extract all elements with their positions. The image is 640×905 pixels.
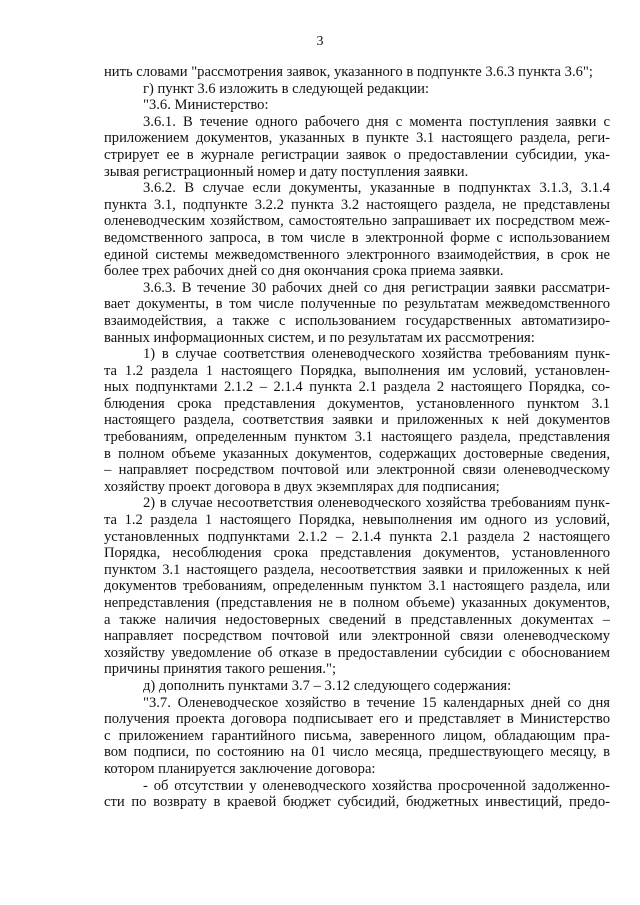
text-line: единой системы межведомственного электронного взаимодействия, в срок не: [104, 246, 610, 263]
text-line: вом подписи, по состоянию на 01 число месяца, предшествующего месяцу, в: [104, 744, 610, 761]
text-line: установленных подпунктами 2.1.2 – 2.1.4 пункта 2.1 раздела 2 настоящего: [104, 528, 610, 545]
text-line: котором планируется заключение договора:: [104, 760, 376, 777]
text-line: в полном объеме указанных документов, содержащих достоверные сведения,: [104, 445, 610, 462]
text-line: документов требованиям, определенным пунктом 3.1 настоящего раздела, или: [104, 578, 610, 595]
text-line: вает документы, в том числе полученные по результатам межведомственного: [104, 296, 610, 313]
text-line: 3.6.2. В случае если документы, указанные в подпунктах 3.1.3, 3.1.4: [143, 180, 610, 197]
text-line: "3.6. Министерство:: [143, 97, 269, 114]
text-line: стрирует ее в журнале регистрации заявок о предоставлении субсидии, ука-: [104, 146, 610, 163]
text-line: ных подпунктами 2.1.2 – 2.1.4 пункта 2.1 раздела 2 настоящего Порядка, со-: [104, 379, 610, 396]
document-text: [104, 64, 610, 811]
text-line: - об отсутствии у оленеводческого хозяйства просроченной задолженно-: [143, 777, 610, 794]
text-line: настоящего раздела, соответствия заявки и приложенных к ней документов: [104, 412, 610, 429]
text-line: 3.6.1. В течение одного рабочего дня с момента поступления заявки с: [143, 113, 610, 130]
text-line: непредставления (представления не в полном объеме) указанных документов,: [104, 595, 610, 611]
text-line: приложением документов, указанных в пункте 3.1 настоящего раздела, реги-: [104, 130, 610, 147]
text-line: нить словами "рассмотрения заявок, указанного в подпункте 3.6.3 пункта 3.6";: [104, 64, 593, 80]
page-number: 3: [316, 34, 324, 49]
text-line: 3.6.3. В течение 30 рабочих дней со дня регистрации заявки рассматри-: [143, 279, 610, 296]
text-line: та 1.2 раздела 1 настоящего Порядка, невыполнения им одного из условий,: [104, 512, 610, 529]
text-line: д) дополнить пунктами 3.7 – 3.12 следующего содержания:: [143, 677, 512, 694]
text-line: взаимодействия, а также с использованием государственных автоматизиро-: [104, 312, 610, 329]
text-line: пункта 3.1, подпункте 3.2.2 пункта 3.2 настоящего раздела, не представлены: [104, 196, 610, 213]
text-line: "3.7. Оленеводческое хозяйство в течение 15 календарных дней со дня: [143, 694, 610, 711]
text-line: блюдения срока представления документов, установленного пунктом 3.1: [104, 395, 610, 412]
text-line: требованиям, определенным пунктом 3.1 настоящего раздела, представления: [104, 429, 610, 446]
text-line: – направляет посредством почтовой или электронной связи оленеводческому: [104, 462, 610, 479]
text-line: получения проекта договора подписывает его и представляет в Министерство: [104, 711, 610, 728]
text-line: с приложением гарантийного письма, заверенного лицом, обладающим пра-: [104, 727, 610, 744]
text-line: направляет посредством почтовой или электронной связи оленеводческому: [104, 628, 610, 645]
text-line: та 1.2 раздела 1 настоящего Порядка, выполнения им условий, установлен-: [104, 362, 610, 379]
text-line: пунктом 3.1 настоящего раздела, несоответствия заявки и приложенных к ней: [104, 561, 610, 578]
text-line: оленеводческим хозяйством, самостоятельно запрашивает их посредством меж-: [104, 213, 610, 230]
text-line: хозяйству уведомление об отказе в предоставлении субсидии с обоснованием: [104, 644, 610, 661]
text-line: Порядка, несоблюдения срока представления документов, установленного: [104, 545, 610, 562]
text-line: г) пункт 3.6 изложить в следующей редакции:: [143, 80, 430, 97]
text-line: хозяйству проект договора в двух экземплярах для подписания;: [104, 478, 500, 495]
text-line: ведомственного запроса, в том числе в электронной форме с использованием: [104, 229, 610, 246]
text-line: 2) в случае несоответствия оленеводческого хозяйства требованиям пунк-: [143, 495, 610, 512]
text-line: причины принятия такого решения.";: [104, 661, 337, 678]
text-line: более трех рабочих дней со дня окончания срока приема заявки.: [104, 263, 504, 280]
text-line: а также наличия недостоверных сведений в представленных документах –: [104, 611, 610, 628]
text-line: ванных информационных систем, и по результатам их рассмотрения:: [104, 329, 535, 346]
text-line: зывая регистрационный номер и дату поступления заявки.: [104, 163, 469, 180]
text-line: 1) в случае соответствия оленеводческого хозяйства требованиям пунк-: [143, 346, 610, 363]
text-line: сти по возврату в краевой бюджет субсидий, бюджетных инвестиций, предо-: [104, 794, 610, 811]
